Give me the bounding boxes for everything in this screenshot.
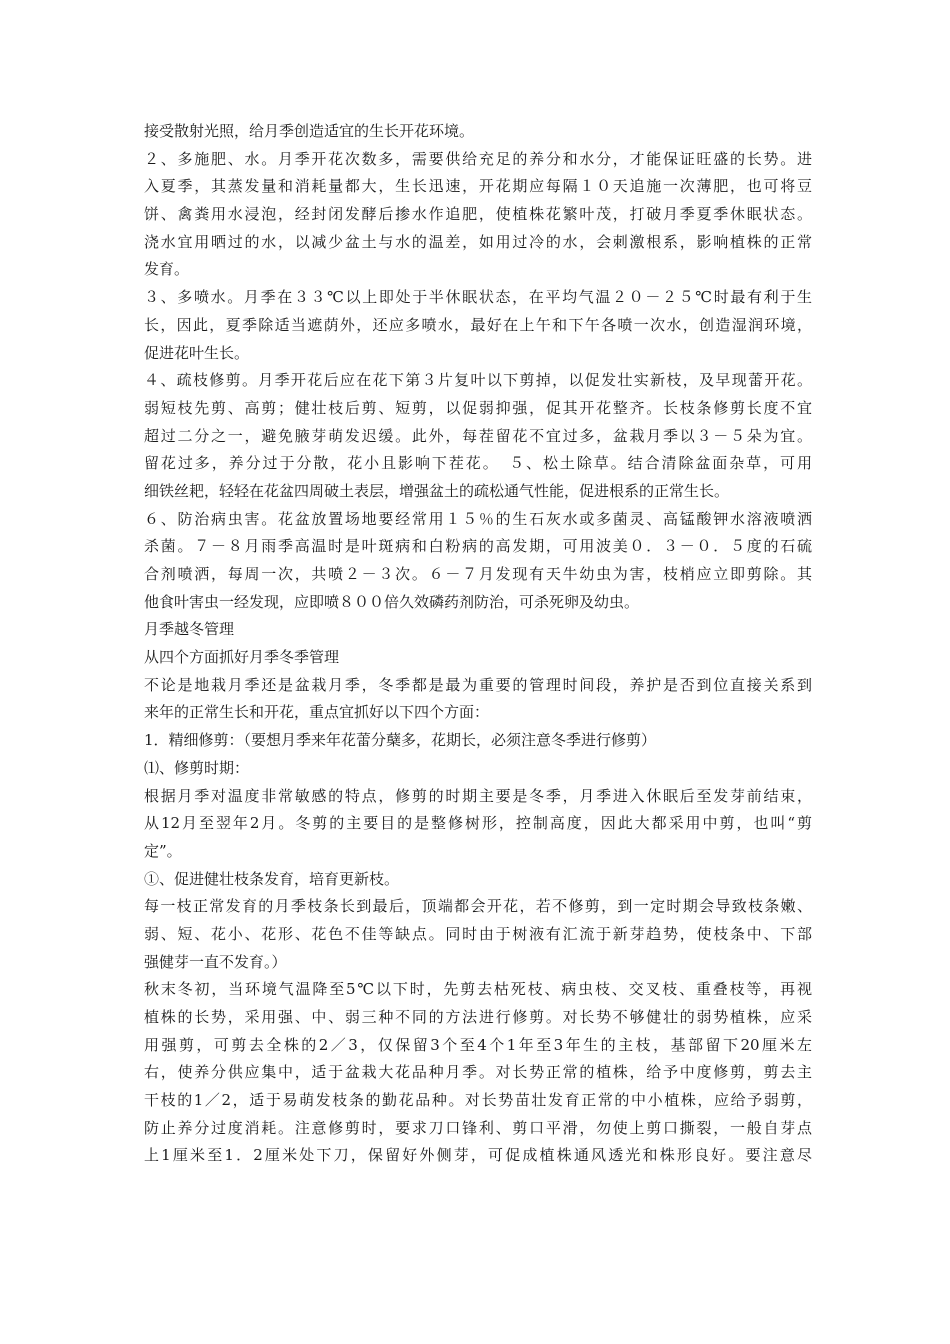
- text-line: 细铁丝耙，轻轻在花盆四周破土表层，增强盆土的疏松通气性能，促进根系的正常生长。: [144, 481, 730, 500]
- text-line: ６、防治病虫害。花盆放置场地要经常用１５％的生石灰水或多菌灵、高锰酸钾水溶液喷洒: [144, 509, 812, 528]
- text-line: 用强剪，可剪去全株的2／3，仅保留3个至4个1年至3年生的主枝，基部留下20厘米左: [144, 1035, 812, 1054]
- text-line: ３、多喷水。月季在３３℃以上即处于半休眠状态，在平均气温２０－２５℃时最有利于生: [144, 288, 812, 307]
- text-line: 长，因此，夏季除适当遮荫外，还应多喷水，最好在上午和下午各喷一次水，创造湿润环境，: [144, 315, 812, 334]
- document-page: [144, 118, 812, 1170]
- text-line: 发育。: [144, 260, 190, 279]
- text-line: 定”。: [144, 841, 182, 860]
- text-line: 右，使养分供应集中，适于盆栽大花品种月季。对长势正常的植株，给予中度修剪，剪去主: [144, 1063, 812, 1082]
- text-line: 促进花叶生长。: [144, 343, 250, 362]
- text-line: ⑴、修剪时期：: [144, 758, 250, 777]
- text-line: 弱、短、花小、花形、花色不佳等缺点。同时由于树液有汇流于新芽趋势，使枝条中、下部: [144, 924, 812, 943]
- text-line: 浇水宜用晒过的水，以减少盆土与水的温差，如用过冷的水，会刺激根系，影响植株的正常: [144, 232, 812, 251]
- text-line: 从12月至翌年2月。冬剪的主要目的是整修树形，控制高度，因此大都采用中剪，也叫“剪: [144, 814, 812, 833]
- text-line: 根据月季对温度非常敏感的特点，修剪的时期主要是冬季，月季进入休眠后至发芽前结束，: [144, 786, 812, 805]
- text-line: 不论是地栽月季还是盆栽月季，冬季都是最为重要的管理时间段，养护是否到位直接关系到: [144, 675, 812, 694]
- text-line: 从四个方面抓好月季冬季管理: [144, 648, 340, 667]
- text-line: 强健芽一直不发育。）: [144, 952, 287, 971]
- text-line: 他食叶害虫一经发现，应即喷８００倍久效磷药剂防治，可杀死卵及幼虫。: [144, 592, 640, 611]
- text-line: ４、疏枝修剪。月季开花后应在花下第３片复叶以下剪掉，以促发壮实新枝，及早现蕾开花。: [144, 371, 812, 390]
- text-line: 秋末冬初，当环境气温降至5℃以下时，先剪去枯死枝、病虫枝、交叉枝、重叠枝等，再视: [144, 980, 812, 999]
- text-line: 植株的长势，采用强、中、弱三种不同的方法进行修剪。对长势不够健壮的弱势植株，应采: [144, 1008, 812, 1026]
- text-line: ２、多施肥、水。月季开花次数多，需要供给充足的养分和水分，才能保证旺盛的长势。进: [144, 149, 812, 168]
- text-line: 接受散射光照，给月季创造适宜的生长开花环境。: [144, 122, 475, 140]
- text-line: 弱短枝先剪、高剪；健壮枝后剪、短剪，以促弱抑强，促其开花整齐。长枝条修剪长度不宜: [144, 398, 812, 417]
- text-line: 入夏季，其蒸发量和消耗量都大，生长迅速，开花期应每隔１０天追施一次薄肥，也可将豆: [144, 177, 812, 196]
- text-line: 来年的正常生长和开花，重点宜抓好以下四个方面：: [144, 703, 490, 722]
- text-line: 合剂喷洒，每周一次，共喷２－３次。６－７月发现有天牛幼虫为害，枝梢应立即剪除。其: [144, 565, 812, 583]
- text-line: 每一枝正常发育的月季枝条长到最后，顶端都会开花，若不修剪，到一定时期会导致枝条嫩、: [144, 897, 812, 916]
- text-line: 1．精细修剪：（要想月季来年花蕾分蘖多，花期长，必须注意冬季进行修剪）: [144, 731, 657, 750]
- text-line: 杀菌。７－８月雨季高温时是叶斑病和白粉病的高发期，可用波美０．３－０．５度的石硫: [144, 537, 812, 556]
- text-line: ①、促进健壮枝条发育，培育更新枝。: [144, 869, 400, 888]
- text-line: 超过二分之一，避免腋芽萌发迟缓。此外，每茬留花不宜过多，盆栽月季以３－５朵为宜。: [144, 426, 812, 445]
- text-line: 留花过多，养分过于分散，花小且影响下茬花。 ５、松土除草。结合清除盆面杂草，可用: [144, 454, 812, 473]
- text-line: 干枝的1／2，适于易萌发枝条的勤花品种。对长势苗壮发育正常的中小植株，应给予弱剪，: [144, 1091, 812, 1110]
- text-line: 防止养分过度消耗。注意修剪时，要求刀口锋利、剪口平滑，勿使上剪口撕裂，一般自芽点: [144, 1118, 812, 1137]
- text-line: 饼、禽粪用水浸泡，经封闭发酵后掺水作追肥，使植株花繁叶茂，打破月季夏季休眠状态。: [144, 205, 812, 224]
- text-line: 月季越冬管理: [144, 620, 235, 639]
- text-line: 上1厘米至1．2厘米处下刀，保留好外侧芽，可促成植株通风透光和株形良好。要注意尽: [144, 1146, 812, 1165]
